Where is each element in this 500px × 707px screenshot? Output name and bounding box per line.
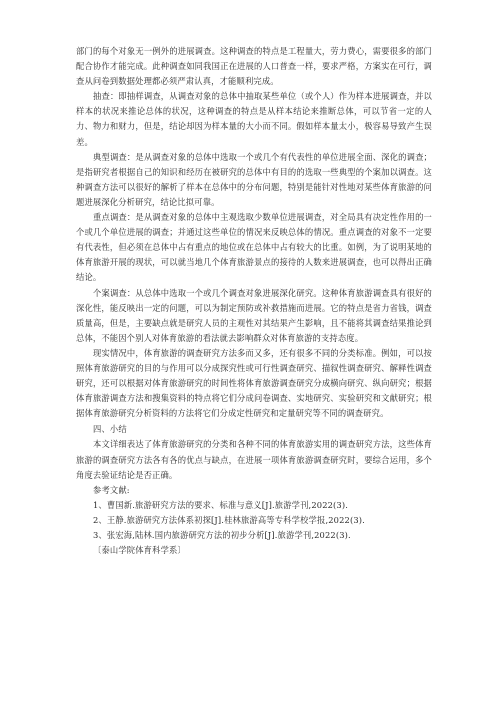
reference-item	[76, 498, 432, 513]
reference-text: 王静.旅游研究方法体系初探[J].桂林旅游高等专科学校学报,2022(3).	[106, 514, 365, 525]
reference-text: 曹国新.旅游研究方法的要求、标准与意义[J].旅游学刊,2022(3).	[106, 499, 349, 510]
section-heading-summary: 四、小结	[93, 424, 127, 435]
paragraph-intro-continued: 部门的每个对象无一例外的进展调查。这种调查的特点是工程量大，劳力费心，需要很多的部门配合协作才能完成。此种调查如同我国正在进展的人口普查一样，要求严格，方案实在可行，调查从问卷到数据处理都必须严肃认真，才能顺利完成。	[76, 46, 432, 87]
reference-item	[76, 528, 432, 543]
reference-number: 2、	[93, 514, 107, 525]
author-affiliation: 〔泰山学院体育科学系〕	[93, 545, 186, 556]
reference-text: 张宏海,陆林.国内旅游研究方法的初步分析[J].旅游学刊,2022(3).	[106, 530, 351, 540]
document-body	[76, 44, 432, 558]
reference-item	[76, 513, 432, 528]
paragraph-key-survey: 重点调查：是从调查对象的总体中主观选取少数单位进展调查，对全局具有决定性作用的一个或几个单位进展的调查；并通过这些单位的情况来反映总体的情况。重点调查的对象不一定要有代表性，但必须在总体中占有重点的地位或在总体中占有较大的比重。如例，为了说明某地的体育旅游开展的现状，可以就当地几个体育旅游景点的接待的人数来进展调查，也可以得出正确结论。	[76, 212, 432, 283]
references-title: 参考文献:	[93, 484, 130, 495]
paragraph-typical-survey: 典型调查：是从调查对象的总体中选取一个或几个有代表性的单位进展全面、深化的调查；是指研究者根据自己的知识和经历在被研究的总体中有目的的选取一些典型的个案加以调查。这种调查方法可以很好的解析了样本在总体中的分布问题，特别是能针对性地对某些体育旅游的问题进展深化分析研究，结论比拟可靠。	[76, 151, 432, 207]
reference-number: 3、	[93, 530, 107, 540]
paragraph-summary: 本文详细表达了体育旅游研究的分类和各种不同的体育旅游实用的调查研究方法，这些体育旅游的调查研究方法各有各的优点与缺点，在进展一项体育旅游调查研究时，要综合运用，多个角度去验证结论是否正确。	[76, 439, 432, 480]
paragraph-case-survey: 个案调查：从总体中选取一个或几个调查对象进展深化研究。这种体育旅游调查具有很好的深化性，能反映出一定的问题，可以为制定预防或补救措施而进展。它的特点是省力省钱，调查质量高，但是，主要缺点就是研究人员的主观性对其结果产生影响，且不能将其调查结果推论到总体，不能因个别人对体育旅游的看法就去影响群众对体育旅游的支持态度。	[76, 287, 432, 343]
reference-number: 1、	[93, 499, 107, 510]
paragraph-reality: 现实情况中，体育旅游的调查研究方法多而又多，还有很多不同的分类标准。例如，可以按照体育旅游研究的目的与作用可以分成探究性或可行性调查研究、描叙性调查研究、解释性调查研究，还可以根据对体育旅游研究的时间性将体育旅游调查研究分成横向研究、纵向研究；根据体育旅游调查方法和搜集资料的特点将它们分成问卷调查、实地研究、实验研究和文献研究；根据体育旅游研究分析资料的方法将它们分成定性研究和定量研究等不同的调查研究。	[76, 347, 432, 419]
paragraph-sampling-survey: 抽查：即抽样调查，从调查对象的总体中抽取某些单位（或个人）作为样本进展调查，并以样本的状况来推论总体的状况，这种调查的特点是从样本结论来推断总体，可以节省一定的人力、物力和财力，但是，结论却因为样本量的大小而不同。假如样本量太小，极容易导致产生误差。	[76, 91, 432, 147]
